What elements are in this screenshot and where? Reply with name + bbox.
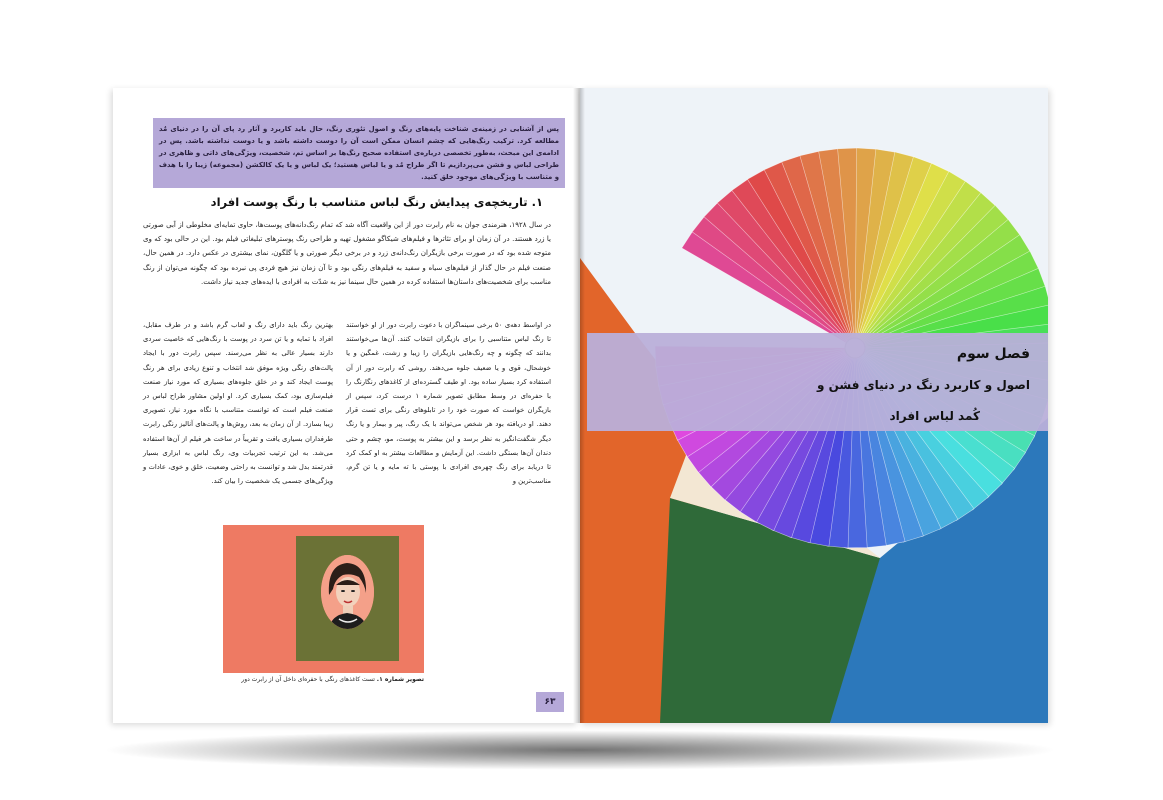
column-right: در اواسط دهه‌ی ۵۰ برخی سینماگران با دعوت رابرت دور از او خواستند تا رنگ لباس متناسبی را برای بازیگران انتخاب کنند. آن‌ها می‌خواستند بدانند که چگونه و چه رنگ‌هایی بازیگران را زیبا و زشت، غمگین و یا خوشحال، قوی و یا ضعیف جلوه می‌دهند. روشی که رابرت دور از آن استفاده کرد بسیار ساده بود. او طیف گسترده‌ای از کاغذهای رنگارنگ را با حفره‌ای در وسط مطابق تصویر شماره ۱ درست کرد، سپس از بازیگران خواست که صورت خود را در تابلوهای رنگی برای تست قرار دهند. او دریافته بود هر شخص می‌تواند با یک رنگ، پیر و بیمار و یا رنگ دیگر شگفت‌انگیز به نظر برسد و این بیشتر به پوست، مو، چشم و حتی دندان آن‌ها بستگی داشت. این آزمایش و مطالعات بیشتر به او کمک کرد تا دریابد برای رنگ چهره‌ی افرادی با پوستی با ته مایه و یا تن گرم، مناسب‌ترین و xyxy=(346,321,552,486)
paragraph-1: در سال ۱۹۲۸، هنرمندی جوان به نام رابرت دور از این واقعیت آگاه شد که تمام رنگ‌دانه‌های پوست‌ها، حاوی تمایه‌ای مخلوطی از آبی صورتی یا زرد هستند. در آن زمان او برای تئاترها و فیلم‌های شیکاگو مشغول تهیه و طراحی رنگ پوسترهای تبلیغاتی فیلم بود. این در حالی بود که وی متوجه شده بود که در صورت برخی بازیگران رنگ‌دانه‌ی زرد و در برخی دیگر صورتی و یا گلگون، نمای بیشتری در عکس دارد. در همین حال، صنعت فیلم در حال گذار از فیلم‌های سیاه و سفید به فیلم‌های رنگی بود و تا آن زمان نیز هیچ فردی پی نبرده بود که چگونه می‌توان از رنگ مناسب برای شخصیت‌های داستان‌ها استفاده کرده در همین حال سینما نیز به شدّت به افرادی با ایده‌های جدید نیاز داشت. xyxy=(143,221,551,286)
figure-caption xyxy=(223,676,424,683)
book-shadow xyxy=(100,730,1060,770)
color-card xyxy=(296,536,399,661)
caption-text: تست کاغذهای رنگی با حفره‌ای داخل آن از رابرت دور xyxy=(241,676,377,683)
book-gutter xyxy=(573,88,585,723)
caption-label: تصویر شماره ۱. xyxy=(376,676,424,683)
portrait-hole xyxy=(321,555,374,629)
portrait-illustration xyxy=(321,555,374,629)
left-page xyxy=(113,88,578,723)
chapter-label: فصل سوم xyxy=(956,346,1030,362)
chapter-title-line1: اصول و کاربرد رنگ در دنیای فشن و xyxy=(816,378,1030,392)
chapter-title-line2: کُمد لباس افراد xyxy=(889,409,980,423)
column-left: بهترین رنگ باید دارای رنگ و لعاب گرم باشد و در طرف مقابل، افراد با تمایه و یا تن سرد در پوست با رنگ‌هایی که خاصیت سردی دارند بسیار عالی به نظر می‌رسند. سپس رابرت دور با ایجاد پالت‌های رنگی ویژه موفق شد انتخاب و تنوع زیادی برای هر رنگ پوست ایجاد کند و در خلق جلوه‌های بسیاری که مورد نیاز صنعت فیلم‌سازی بود، کمک بسیاری کرد. او اولین مشاور طراح لباس در صنعت فیلم است که توانست متناسب با نگاه مورد نیاز، تصویری زیبا بسازد. از آن زمان به بعد، روش‌ها و پالت‌های آنالیز رنگی رابرت طرفداران بسیاری یافت و تقریباً در ساخت هر فیلم از آن‌ها استفاده می‌شد. به این ترتیب تجربیات وی، رنگ لباس به ابزاری بسیار قدرتمند بدل شد و توانست به راحتی وضعیت، خلق و خوی، عادات و ویژگی‌های جسمی یک شخصیت را بیان کند. xyxy=(143,321,333,486)
figure-1 xyxy=(223,525,424,673)
right-page xyxy=(580,88,1048,723)
section-heading: ۱. تاریخچه‌ی پیدایش رنگ لباس متناسب با رنگ پوست افراد xyxy=(210,195,543,209)
intro-box: پس از آشنایی در زمینه‌ی شناخت پایه‌های رنگ و اصول تئوری رنگ، حال باید کاربرد و آثار رد پای آن را در دنیای مُد مطالعه کرد. ترکیب رنگ‌هایی که چشم انسان ممکن است آن را دوست داشته باشد و یا دوست نداشته باشد. پس در ادامه‌ی این مبحث، به‌طور تخصصی درباره‌ی استفاده صحیح رنگ‌ها بر اساس تم، شخصیت، ویژگی‌های ذاتی و ظاهری در طراحی لباس و فشن می‌پردازیم تا اگر طراح مُد و یا لباس هستید؛ یک لباس و یا یک کالکشن (مجموعه) زیبا را با هدف و متناسب با ویژگی‌های موجود خلق کنید. xyxy=(153,118,565,188)
page-number: ۶۳ xyxy=(536,692,564,712)
